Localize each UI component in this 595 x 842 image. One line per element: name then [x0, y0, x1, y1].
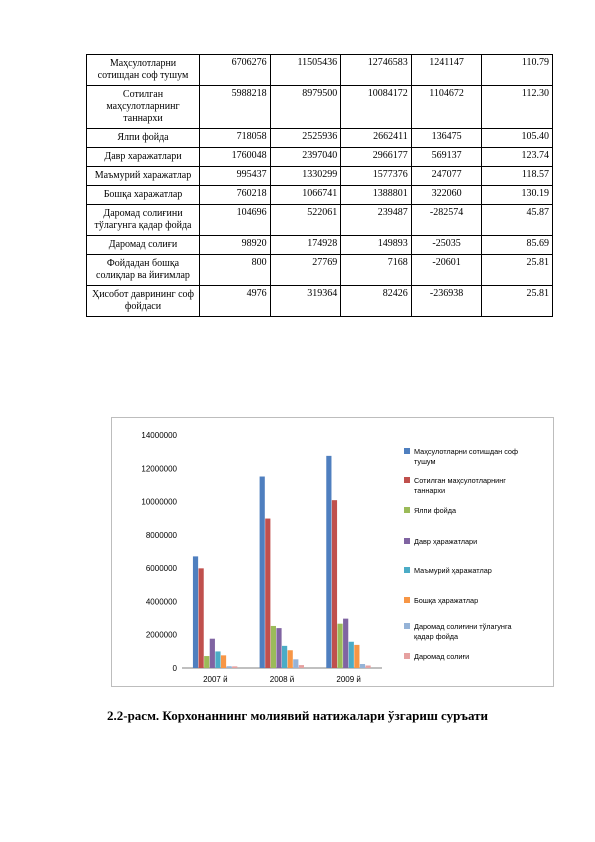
- cell-diff: -25035: [411, 236, 482, 255]
- cell-v2009: 2966177: [341, 148, 412, 167]
- legend-swatch: [404, 623, 410, 629]
- bar: [221, 655, 226, 668]
- table-row: [87, 148, 553, 167]
- bar: [204, 656, 209, 668]
- table-row: [87, 236, 553, 255]
- cell-v2008: 27769: [270, 255, 341, 286]
- cell-v2007: 995437: [200, 167, 271, 186]
- y-tick-label: 0: [172, 664, 177, 673]
- cell-diff: 136475: [411, 129, 482, 148]
- row-label: Даромад солиғини тўлагунга қадар фойда: [87, 205, 200, 236]
- table-row: [87, 55, 553, 86]
- cell-v2007: 5988218: [200, 86, 271, 129]
- bar: [299, 665, 304, 668]
- cell-v2007: 98920: [200, 236, 271, 255]
- row-label: Фойдадан бошқа солиқлар ва йиғимлар: [87, 255, 200, 286]
- legend-swatch: [404, 507, 410, 513]
- bar: [260, 477, 265, 668]
- bar: [276, 628, 281, 668]
- cell-v2007: 6706276: [200, 55, 271, 86]
- cell-v2008: 8979500: [270, 86, 341, 129]
- bar: [265, 519, 270, 668]
- cell-v2009: 149893: [341, 236, 412, 255]
- cell-v2008: 1066741: [270, 186, 341, 205]
- bar: [343, 619, 348, 668]
- y-tick-label: 12000000: [141, 464, 177, 474]
- table-row: [87, 86, 553, 129]
- bar: [349, 642, 354, 668]
- cell-v2007: 760218: [200, 186, 271, 205]
- cell-v2009: 12746583: [341, 55, 412, 86]
- legend-label: Ялпи фойда: [414, 506, 457, 515]
- bar: [293, 659, 298, 668]
- cell-v2008: 319364: [270, 286, 341, 317]
- x-tick-label: 2009 й: [336, 675, 361, 684]
- cell-diff: -236938: [411, 286, 482, 317]
- cell-pct: 130.19: [482, 186, 553, 205]
- cell-v2007: 718058: [200, 129, 271, 148]
- cell-v2007: 4976: [200, 286, 271, 317]
- cell-v2007: 1760048: [200, 148, 271, 167]
- cell-diff: 1241147: [411, 55, 482, 86]
- bar: [210, 639, 215, 668]
- table-row: [87, 186, 553, 205]
- bar: [215, 651, 220, 668]
- row-label: Маҳсулотларни сотишдан соф тушум: [87, 55, 200, 86]
- x-tick-label: 2007 й: [203, 675, 228, 684]
- legend-label: Давр ҳаражатлари: [414, 537, 478, 546]
- cell-pct: 25.81: [482, 255, 553, 286]
- chart-svg: [112, 418, 553, 686]
- x-tick-label: 2008 й: [269, 675, 295, 684]
- cell-v2009: 1388801: [341, 186, 412, 205]
- y-tick-label: 2000000: [145, 630, 177, 640]
- row-label: Маъмурий харажатлар: [87, 167, 200, 186]
- legend-swatch: [404, 477, 410, 483]
- cell-v2007: 104696: [200, 205, 271, 236]
- cell-pct: 110.79: [482, 55, 553, 86]
- legend-swatch: [404, 538, 410, 544]
- y-tick-label: 14000000: [141, 431, 177, 440]
- legend-label: Даромад солиғини тўлагунга қадар фойда: [414, 622, 512, 641]
- bar: [227, 666, 232, 668]
- table-row: [87, 255, 553, 286]
- cell-v2009: 82426: [341, 286, 412, 317]
- row-label: Ялпи фойда: [87, 129, 200, 148]
- cell-v2008: 1330299: [270, 167, 341, 186]
- financial-results-chart: [111, 417, 554, 687]
- bar: [360, 664, 365, 668]
- cell-pct: 105.40: [482, 129, 553, 148]
- legend-label: Бошқа ҳаражатлар: [414, 596, 479, 605]
- legend-label: Сотилган маҳсулотларнинг таннархи: [414, 476, 506, 495]
- bar: [354, 645, 359, 668]
- cell-v2009: 10084172: [341, 86, 412, 129]
- cell-pct: 85.69: [482, 236, 553, 255]
- cell-diff: 569137: [411, 148, 482, 167]
- cell-v2008: 2397040: [270, 148, 341, 167]
- legend-swatch: [404, 597, 410, 603]
- row-label: Давр харажатлари: [87, 148, 200, 167]
- cell-v2009: 7168: [341, 255, 412, 286]
- y-tick-label: 10000000: [141, 497, 177, 507]
- bar: [337, 624, 342, 668]
- cell-pct: 118.57: [482, 167, 553, 186]
- cell-diff: -282574: [411, 205, 482, 236]
- cell-v2007: 800: [200, 255, 271, 286]
- cell-pct: 112.30: [482, 86, 553, 129]
- y-tick-label: 4000000: [145, 597, 177, 607]
- cell-v2009: 239487: [341, 205, 412, 236]
- cell-v2008: 11505436: [270, 55, 341, 86]
- table-row: [87, 205, 553, 236]
- cell-v2008: 522061: [270, 205, 341, 236]
- bar: [232, 666, 237, 668]
- legend-swatch: [404, 448, 410, 454]
- table-row: [87, 167, 553, 186]
- cell-pct: 25.81: [482, 286, 553, 317]
- row-label: Даромад солиғи: [87, 236, 200, 255]
- legend-label: Маъмурий ҳаражатлар: [414, 566, 492, 575]
- cell-diff: -20601: [411, 255, 482, 286]
- figure-caption: 2.2-расм. Корхонаннинг молиявий натижалари ўзгариш суръати: [107, 708, 488, 723]
- bar: [271, 626, 276, 668]
- cell-diff: 1104672: [411, 86, 482, 129]
- y-tick-label: 8000000: [145, 530, 177, 540]
- cell-v2009: 2662411: [341, 129, 412, 148]
- row-label: Ҳисобот даврининг соф фойдаси: [87, 286, 200, 317]
- cell-v2008: 174928: [270, 236, 341, 255]
- bar: [365, 666, 370, 668]
- legend-swatch: [404, 567, 410, 573]
- financial-results-table: [86, 54, 553, 317]
- cell-diff: 247077: [411, 167, 482, 186]
- bar: [199, 568, 204, 668]
- cell-v2009: 1577376: [341, 167, 412, 186]
- cell-pct: 123.74: [482, 148, 553, 167]
- legend-swatch: [404, 653, 410, 659]
- table-row: [87, 286, 553, 317]
- bar: [332, 500, 337, 668]
- table-row: [87, 129, 553, 148]
- row-label: Бошқа харажатлар: [87, 186, 200, 205]
- cell-diff: 322060: [411, 186, 482, 205]
- row-label: Сотилган маҳсулотларнинг таннархи: [87, 86, 200, 129]
- bar: [288, 650, 293, 668]
- bar: [282, 646, 287, 668]
- y-tick-label: 6000000: [145, 564, 177, 574]
- bar: [193, 556, 198, 668]
- legend-label: Даромад солиғи: [414, 652, 470, 661]
- legend-label: Маҳсулотларни сотишдан соф тушум: [414, 447, 518, 466]
- cell-v2008: 2525936: [270, 129, 341, 148]
- cell-pct: 45.87: [482, 205, 553, 236]
- bar: [326, 456, 331, 668]
